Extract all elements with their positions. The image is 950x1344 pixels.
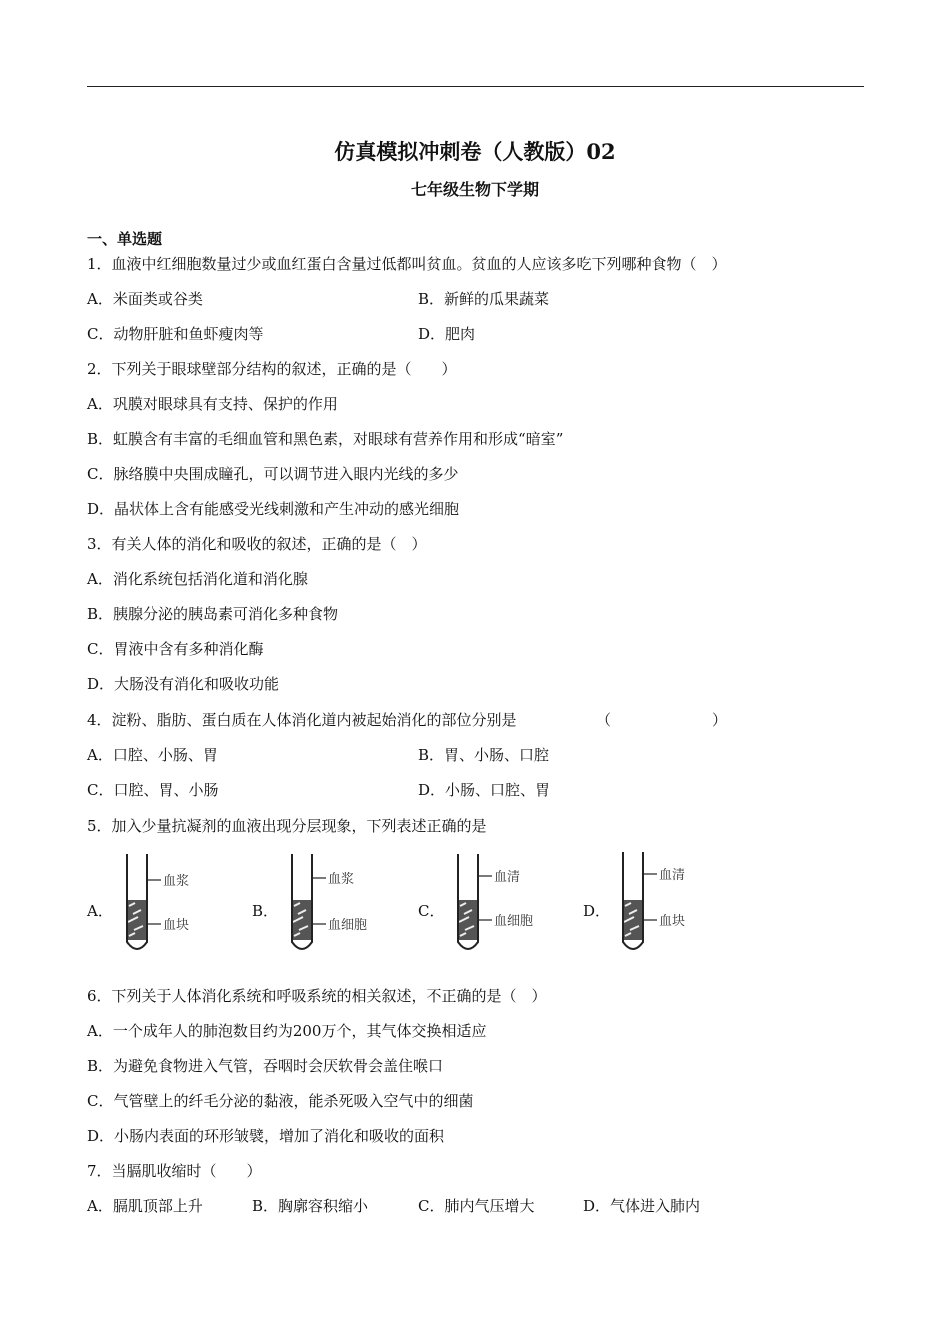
test-tube-diagram <box>280 848 400 958</box>
test-tube-diagram <box>611 848 731 958</box>
q7-option-c: C．肺内气压增大 <box>418 1197 535 1215</box>
q4-option-d: D．小肠、口腔、胃 <box>418 781 551 799</box>
q4-option-c: C．口腔、胃、小肠 <box>87 781 219 799</box>
q6-option-a: A．一个成年人的肺泡数目约为200万个，其气体交换相适应 <box>87 1022 487 1040</box>
q4-paren-open: （ <box>596 711 612 729</box>
q6-option-c: C．气管壁上的纤毛分泌的黏液，能杀死吸入空气中的细菌 <box>87 1092 474 1110</box>
q7-option-b: B．胸廓容积缩小 <box>252 1197 369 1215</box>
q1-option-a: A．米面类或谷类 <box>87 290 203 308</box>
q2-option-c: C．脉络膜中央围成瞳孔，可以调节进入眼内光线的多少 <box>87 465 459 483</box>
q7-option-d: D．气体进入肺内 <box>583 1197 701 1215</box>
header-rule <box>87 86 864 87</box>
q1-option-b: B．新鲜的瓜果蔬菜 <box>418 290 550 308</box>
q6-stem: 6．下列关于人体消化系统和呼吸系统的相关叙述，不正确的是（ ） <box>87 987 547 1005</box>
test-tube-diagram <box>115 848 235 958</box>
q4-paren-close: ） <box>712 711 728 729</box>
q5-option-a-label: A． <box>87 902 113 920</box>
q2-option-b: B．虹膜含有丰富的毛细血管和黑色素，对眼球有营养作用和形成“暗室” <box>87 430 564 448</box>
q4-option-a: A．口腔、小肠、胃 <box>87 746 218 764</box>
q5-option-d <box>583 848 743 958</box>
exam-title: 仿真模拟冲刺卷（人教版）02 <box>334 139 616 164</box>
q5-option-b-top: 血浆 <box>328 872 355 887</box>
q7-stem: 7．当膈肌收缩时（ ） <box>87 1162 262 1180</box>
q2-option-a: A．巩膜对眼球具有支持、保护的作用 <box>87 395 338 413</box>
q6-option-b: B．为避免食物进入气管，吞咽时会厌软骨会盖住喉口 <box>87 1057 444 1075</box>
q5-stem: 5．加入少量抗凝剂的血液出现分层现象，下列表述正确的是 <box>87 817 487 835</box>
q5-option-c-label: C． <box>418 902 445 920</box>
q3-option-b: B．胰腺分泌的胰岛素可消化多种食物 <box>87 605 339 623</box>
q5-option-d-top: 血清 <box>659 868 686 883</box>
q5-option-a-bottom: 血块 <box>163 918 190 933</box>
q5-option-b-label: B． <box>252 902 279 920</box>
q5-option-c <box>418 848 578 958</box>
exam-subtitle: 七年级生物下学期 <box>410 180 539 199</box>
q5-option-d-label: D． <box>583 902 611 920</box>
q5-option-a <box>87 848 247 958</box>
q3-option-c: C．胃液中含有多种消化酶 <box>87 640 264 658</box>
section-heading: 一、单选题 <box>87 230 163 248</box>
test-tube-diagram <box>446 848 566 958</box>
q3-option-d: D．大肠没有消化和吸收功能 <box>87 675 280 693</box>
q4-option-b: B．胃、小肠、口腔 <box>418 746 550 764</box>
q5-option-d-bottom: 血块 <box>659 914 686 929</box>
q1-option-c: C．动物肝脏和鱼虾瘦肉等 <box>87 325 264 343</box>
q3-option-a: A．消化系统包括消化道和消化腺 <box>87 570 308 588</box>
q5-option-c-top: 血清 <box>494 870 521 885</box>
q1-option-d: D．肥肉 <box>418 325 476 343</box>
q7-option-a: A．膈肌顶部上升 <box>87 1197 203 1215</box>
q6-option-d: D．小肠内表面的环形皱襞，增加了消化和吸收的面积 <box>87 1127 445 1145</box>
q5-option-b-bottom: 血细胞 <box>328 918 368 933</box>
q2-option-d: D．晶状体上含有能感受光线刺激和产生冲动的感光细胞 <box>87 500 460 518</box>
q1-stem: 1．血液中红细胞数量过少或血红蛋白含量过低都叫贫血。贫血的人应该多吃下列哪种食物（ ） <box>87 255 727 273</box>
q5-option-a-top: 血浆 <box>163 874 190 889</box>
q5-option-b <box>252 848 412 958</box>
q2-stem: 2．下列关于眼球壁部分结构的叙述，正确的是（ ） <box>87 360 457 378</box>
q3-stem: 3．有关人体的消化和吸收的叙述，正确的是（ ） <box>87 535 427 553</box>
q4-stem: 4．淀粉、脂肪、蛋白质在人体消化道内被起始消化的部位分别是 <box>87 711 517 729</box>
q5-option-c-bottom: 血细胞 <box>494 914 534 929</box>
